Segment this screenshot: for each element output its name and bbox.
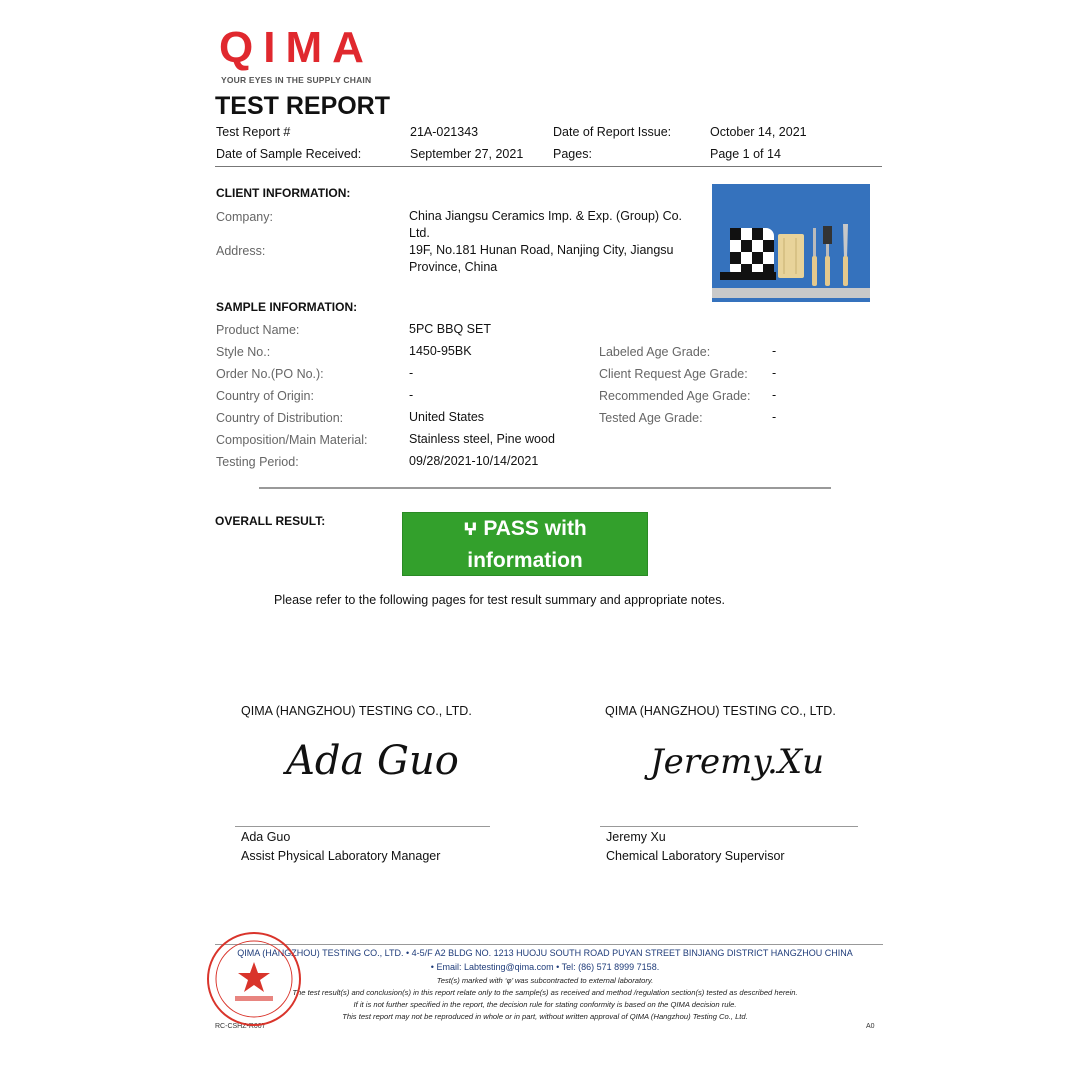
signatory-company: QIMA (HANGZHOU) TESTING CO., LTD.	[241, 704, 472, 718]
company-seal-stamp	[207, 932, 301, 1026]
section-divider	[259, 487, 831, 489]
age-grade-label: Tested Age Grade:	[599, 411, 703, 425]
overall-result-label: OVERALL RESULT:	[215, 514, 326, 528]
header-divider	[215, 166, 882, 167]
pass-badge	[402, 512, 648, 576]
age-grade-value: -	[772, 344, 777, 358]
footer-note: If it is not further specified in the report, the decision rule for stating conformity is based on the QIMA decision rule.	[353, 1000, 737, 1009]
address-line-1: 19F, No.181 Hunan Road, Nanjing City, Jiangsu	[409, 243, 674, 257]
pages-label: Pages:	[553, 147, 592, 161]
received-date: September 27, 2021	[410, 147, 524, 161]
age-grade-value: -	[772, 410, 777, 424]
client-heading: CLIENT INFORMATION:	[216, 186, 351, 200]
address-label: Address:	[216, 244, 266, 258]
sample-label: Order No.(PO No.):	[216, 367, 324, 381]
report-number: 21A-021343	[410, 125, 479, 139]
result-note: Please refer to the following pages for test result summary and appropriate notes.	[274, 593, 725, 607]
company-value	[409, 208, 682, 242]
footer-note: This test report may not be reproduced in whole or in part, without written approval of QIMA (Hangzhou) Testing Co., Ltd.	[342, 1012, 748, 1021]
sample-heading: SAMPLE INFORMATION:	[216, 300, 358, 314]
age-grade-value: -	[772, 388, 777, 402]
page-count: Page 1 of 14	[710, 147, 781, 161]
company-line-1: China Jiangsu Ceramics Imp. & Exp. (Group) Co.	[409, 209, 683, 223]
address-value	[409, 242, 674, 276]
sample-value: -	[409, 366, 414, 380]
signatory-title: Chemical Laboratory Supervisor	[606, 849, 785, 863]
sample-value: 5PC BBQ SET	[409, 322, 491, 336]
sample-label: Composition/Main Material:	[216, 433, 368, 447]
qima-logo: QIMA	[219, 23, 374, 72]
signatory-name: Ada Guo	[241, 830, 291, 844]
sample-value: 09/28/2021-10/14/2021	[409, 454, 539, 468]
sample-value: 1450-95BK	[409, 344, 472, 358]
sample-label: Product Name:	[216, 323, 300, 337]
sample-label: Country of Origin:	[216, 389, 314, 403]
age-grade-label: Client Request Age Grade:	[599, 367, 748, 381]
report-number-label: Test Report #	[216, 125, 291, 139]
signature-line	[235, 826, 490, 827]
signature-jeremy-xu: Jeremy.Xu	[650, 742, 824, 782]
signature-ada-guo: Ada Guo	[286, 738, 459, 784]
revision-code: A0	[866, 1023, 875, 1030]
signature-line	[600, 826, 858, 827]
sample-value: Stainless steel, Pine wood	[409, 432, 555, 446]
signatory-title: Assist Physical Laboratory Manager	[241, 849, 441, 863]
sample-label: Country of Distribution:	[216, 411, 344, 425]
sample-label: Style No.:	[216, 345, 271, 359]
pass-line-1: PASS with	[483, 517, 587, 540]
age-grade-label: Recommended Age Grade:	[599, 389, 751, 403]
company-label: Company:	[216, 210, 273, 224]
footer-note: The test result(s) and conclusion(s) in this report relate only to the sample(s) as received and method /regulation section(s) tested as described herein.	[292, 988, 798, 997]
address-line-2: Province, China	[409, 260, 498, 274]
received-date-label: Date of Sample Received:	[216, 147, 362, 161]
form-code: RC-CSHZ-R007	[215, 1023, 266, 1030]
sample-value: United States	[409, 410, 485, 424]
age-grade-label: Labeled Age Grade:	[599, 345, 711, 359]
company-line-2: Ltd.	[409, 226, 430, 240]
issue-date-label: Date of Report Issue:	[553, 125, 672, 139]
issue-date: October 14, 2021	[710, 125, 807, 139]
info-pin-icon: ⵖ	[463, 520, 478, 539]
signatory-company: QIMA (HANGZHOU) TESTING CO., LTD.	[605, 704, 836, 718]
footer-note: Test(s) marked with ‘φ’ was subcontracted to external laboratory.	[436, 976, 654, 985]
sample-label: Testing Period:	[216, 455, 299, 469]
sample-value: -	[409, 388, 414, 402]
pass-line-2: information	[467, 549, 583, 572]
age-grade-value: -	[772, 366, 777, 380]
product-photo	[712, 184, 870, 302]
signatory-name: Jeremy Xu	[606, 830, 666, 844]
report-title: TEST REPORT	[215, 92, 391, 120]
footer-address: QIMA (HANGZHOU) TESTING CO., LTD. • 4-5/F A2 BLDG NO. 1213 HUOJU SOUTH ROAD PUYAN STREET BINJIANG DISTRICT HANGZHOU CHINA	[237, 948, 853, 958]
footer-contact: • Email: Labtesting@qima.com • Tel: (86) 571 8999 7158.	[430, 962, 660, 972]
footer-divider	[215, 944, 883, 945]
brand-tagline: YOUR EYES IN THE SUPPLY CHAIN	[221, 75, 372, 85]
